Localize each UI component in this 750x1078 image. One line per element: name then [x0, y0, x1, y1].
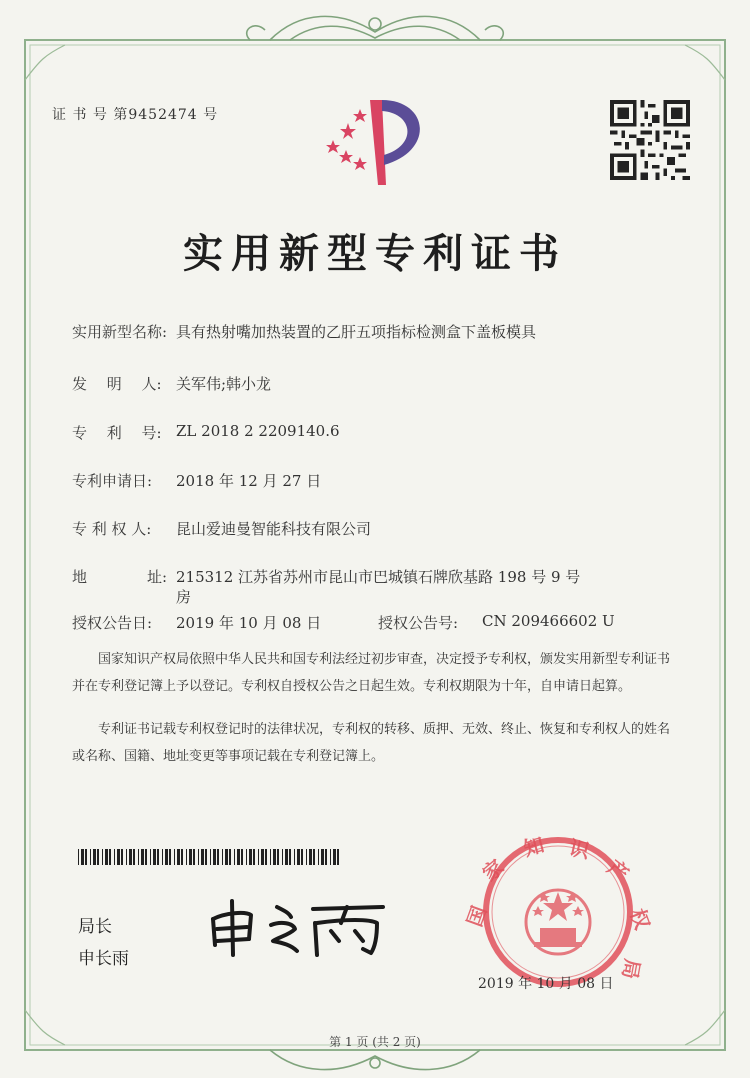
svg-text:知: 知: [521, 832, 547, 861]
bottom-ornament-icon: [270, 1050, 480, 1070]
svg-text:产: 产: [602, 855, 634, 887]
patent-number-value: ZL 2018 2 2209140.6: [176, 422, 340, 440]
filing-date-label: 专利申请日:: [72, 472, 153, 490]
seal-date: 2019 年 10 月 08 日: [478, 976, 614, 992]
address-label: 地: [72, 568, 88, 586]
inventor-value: 关军伟;韩小龙: [176, 375, 272, 393]
patent-number-label: 专 利 号:: [72, 424, 162, 442]
address-label-suffix: 址:: [147, 568, 168, 586]
grant-date-label: 授权公告日:: [72, 614, 153, 632]
utility-model-name-label: 实用新型名称:: [72, 323, 168, 341]
address-value: 215312 江苏省苏州市昆山市巴城镇石牌欣基路 198 号 9 号: [176, 568, 581, 586]
certificate-title: 实用新型专利证书: [183, 231, 567, 277]
svg-text:国: 国: [462, 902, 492, 930]
corner-ornament-icon: [25, 45, 65, 80]
director-title: 局长: [78, 917, 112, 937]
svg-text:家: 家: [477, 854, 509, 886]
legal-statement-paragraph: 国家知识产权局依照中华人民共和国专利法经过初步审查，决定授予专利权，颁发实用新型专利证书并在专利登记簿上予以登记。专利权自授权公告之日起生效。专利权期限为十年，自申请日起算。: [72, 652, 671, 694]
address-value-continued: 房: [176, 588, 192, 606]
grant-number-label: 授权公告号:: [378, 614, 459, 632]
handwritten-signature-icon: [205, 897, 390, 957]
svg-text:权: 权: [625, 905, 655, 933]
qr-code-icon: [610, 100, 690, 180]
inventor-label: 发 明 人:: [72, 375, 162, 393]
grant-date-value: 2019 年 10 月 08 日: [176, 614, 322, 632]
top-ornament-icon: [247, 16, 504, 40]
utility-model-name-value: 具有热射嘴加热装置的乙肝五项指标检测盒下盖板模具: [176, 323, 537, 341]
barcode-icon: [78, 849, 343, 865]
svg-text:局: 局: [617, 957, 645, 981]
official-seal-icon: [458, 820, 658, 990]
filing-date-value: 2018 年 12 月 27 日: [176, 472, 322, 490]
certificate-number: 证 书 号 第9452474 号: [52, 107, 219, 123]
grant-number-value: CN 209466602 U: [482, 612, 615, 630]
patentee-label: 专 利 权 人:: [72, 520, 152, 538]
svg-text:识: 识: [566, 835, 592, 864]
patentee-value: 昆山爱迪曼智能科技有限公司: [176, 520, 372, 538]
legal-statement-paragraph: 专利证书记载专利权登记时的法律状况，专利权的转移、质押、无效、终止、恢复和专利权人的姓名或名称、国籍、地址变更等事项记载在专利登记簿上。: [72, 722, 671, 764]
director-name: 申长雨: [78, 949, 129, 969]
page-indicator: 第 1 页 (共 2 页): [329, 1035, 421, 1049]
corner-ornament-icon: [685, 45, 725, 80]
patent-office-logo-icon: [318, 95, 438, 190]
